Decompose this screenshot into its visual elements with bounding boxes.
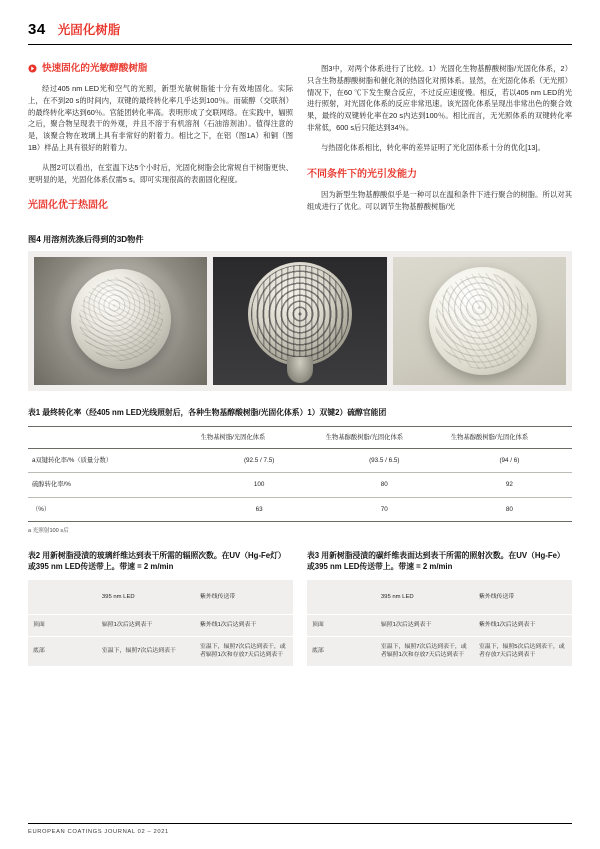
figure-4-caption: 图4 用溶剂洗涤后得到的3D物件 [28, 235, 144, 245]
table-row [28, 497, 572, 521]
figure-4-block [28, 234, 572, 391]
table-2-title: 表2 用新树脂浸渍的玻璃纤维达到表干所需的辐照次数。在UV（Hg-Fe灯）或395 nm LED传送带上。带速 = 2 m/min [28, 550, 286, 572]
header-divider [28, 44, 572, 45]
lattice-sphere-dark [248, 262, 352, 366]
table-1-row-2-val-1: 70 [322, 497, 447, 521]
table-3-block [307, 550, 572, 666]
table-3-col-2: 紫外线传送带 [474, 580, 572, 615]
table-3-col-1: 395 nm LED [376, 580, 474, 615]
table-row [28, 636, 293, 666]
table-1-row-1-val-0: 100 [197, 473, 322, 497]
article-columns [28, 63, 572, 220]
table-2-row-0-val-1: 紫外线1次后达到表干 [195, 615, 293, 637]
table-1-row-1-label: 硫醇转化率/% [28, 473, 197, 497]
footer-text: EUROPEAN COATINGS JOURNAL 02 – 2021 [28, 829, 169, 835]
right-paragraph-1: 图3中，对两个体系进行了比较。1）光固化生物基醇酸树脂/光固化体系，2）只含生物基醇酸树脂和催化剂的热固化对照体系。显然，在光固化体系（无光照）情况下，在60 ℃下发生聚合反应，不过反应速度慢。相反，若以405 nm LED的光进行照射，对光固化体系的反应非常迅速。该光固化体系呈现出非常出色的聚合效果，最终的双键转化率在20 s内达到100％。相比而言，无光照体系的双键转化率非常低，600 s后只能达到34％。 [307, 64, 572, 133]
table-1-col-3: 生物基醇酸树脂/光固化体系 [447, 427, 572, 449]
table-2-col-2: 紫外线传送带 [195, 580, 293, 615]
table-2-block [28, 550, 293, 666]
footer-divider [28, 823, 572, 824]
tables-2-3-row [28, 550, 572, 666]
table-1-row-2-val-2: 80 [447, 497, 572, 521]
table-row [307, 615, 572, 637]
table-1-row-2-val-0: 63 [197, 497, 322, 521]
table-2-col-1: 395 nm LED [97, 580, 195, 615]
left-paragraph-2: 从图2可以看出，在室温下达5个小时后，光固化树脂会比常规自干树脂更快、更明显的是，光固化体系仅需5 s。即可实现很高的表面固化程度。 [28, 162, 293, 184]
table-1-block [28, 407, 572, 533]
table-1-header-row [28, 427, 572, 449]
right-paragraph-2: 与热固化体系相比，转化率的差异证明了光化固体系十分的优化[13]。 [321, 142, 545, 152]
table-1-col-0 [28, 427, 197, 449]
table-3-header-row [307, 580, 572, 615]
left-column [28, 63, 293, 220]
table-2-row-1-val-0: 室温下，辐照7次后达到表干 [101, 647, 176, 654]
page-title: 光固化树脂 [57, 23, 121, 37]
table-2-row-1-val-1: 室温下，辐照7次后达到表干，或者辐照1次和存放7天后达到表干 [199, 643, 286, 659]
arrow-bullet-icon [28, 64, 37, 73]
left-subheading: 光固化优于热固化 [28, 200, 108, 212]
table-1-row-1-val-1: 80 [322, 473, 447, 497]
table-3-row-1-val-1: 室温下，辐照5次后达到表干，或者存放7天后达到表干 [478, 643, 565, 659]
table-2 [28, 580, 293, 666]
right-subheading: 不同条件下的光引发能力 [307, 168, 417, 180]
table-1-row-0-val-1: (93.5 / 6.5) [322, 449, 447, 473]
table-3 [307, 580, 572, 666]
table-row [28, 473, 572, 497]
lattice-sphere-white [429, 267, 537, 375]
table-1-row-0-val-0: (92.5 / 7.5) [197, 449, 322, 473]
right-column [307, 63, 572, 220]
table-2-header-row [28, 580, 293, 615]
table-2-col-0 [28, 580, 97, 615]
lattice-sphere-grey [71, 269, 171, 369]
left-paragraph-1: 经过405 nm LED光和空气的光照，新型光敏树脂能十分有效地固化。实际上，在不到20 s的时间内，双键的最终转化率几乎达到100％。而硫醇（交联剂）的最终转化率达到60％。官能团转化率高。表明形成了交联网络。在实践中，辐照之后，聚合物呈现表干的外观，并且不溶于有机溶剂（石油溶剂油）。值得注意的是，该聚合物在玻璃上具有非常好的附着力。相比之下，在铝（图1A）和铜（图1B）样品上具有很好的附着力。 [28, 83, 293, 152]
table-1-col-2: 生物基醇酸树脂/光固化体系 [322, 427, 447, 449]
left-section-heading-text: 快速固化的光敏醇酸树脂 [42, 63, 148, 74]
table-row [307, 636, 572, 666]
table-2-row-0-label: 顶面 [28, 615, 97, 637]
left-section-heading [28, 63, 293, 76]
table-1-row-2-label: （%） [28, 497, 197, 521]
table-3-row-0-val-0: 辐照1次后达到表干 [376, 615, 474, 637]
figure-4-frame [28, 251, 572, 391]
table-1-row-1-val-2: 92 [447, 473, 572, 497]
page-header [28, 0, 572, 44]
table-row [28, 615, 293, 637]
table-1-footnote: a 光照射100 s后 [28, 527, 69, 534]
table-3-row-1-label: 底部 [312, 647, 324, 654]
table-1-col-1: 生物基树脂/光固化体系 [197, 427, 322, 449]
page-footer [28, 823, 572, 835]
table-3-row-1-val-0: 室温下，辐照7次后达到表干，或者辐照1次和存放7天后达到表干 [380, 643, 467, 659]
table-2-row-1-label: 底部 [33, 647, 45, 654]
table-1-title: 表1 最终转化率（经405 nm LED光线照射后，各种生物基醇酸树脂/光固化体系）1）双键2）硫醇官能团 [28, 408, 387, 418]
table-3-row-0-val-1: 紫外线1次后达到表干 [474, 615, 572, 637]
figure-4-image-2 [213, 257, 386, 385]
table-3-col-0 [307, 580, 376, 615]
table-2-row-0-val-0: 辐照1次后达到表干 [97, 615, 195, 637]
table-1 [28, 426, 572, 522]
figure-4-image-3 [393, 257, 566, 385]
right-paragraph-3: 因为新型生物基醇酸似乎是一种可以在温和条件下进行聚合的树脂。所以对其组成进行了优化。可以调节生物基醇酸树脂/光 [307, 189, 572, 211]
table-1-row-0-val-2: (94 / 6) [447, 449, 572, 473]
table-3-title: 表3 用新树脂浸渍的碳纤维表面达到表干所需的照射次数。在UV（Hg-Fe）或395 nm LED传送带上。带速 = 2 m/min [307, 550, 565, 572]
page-number: 34 [28, 21, 46, 38]
drip-shape [287, 357, 313, 383]
figure-4-image-1 [34, 257, 207, 385]
table-row [28, 449, 572, 473]
table-3-row-0-label: 顶面 [307, 615, 376, 637]
table-1-row-0-label: a双键转化率/%（质量分数） [28, 449, 197, 473]
